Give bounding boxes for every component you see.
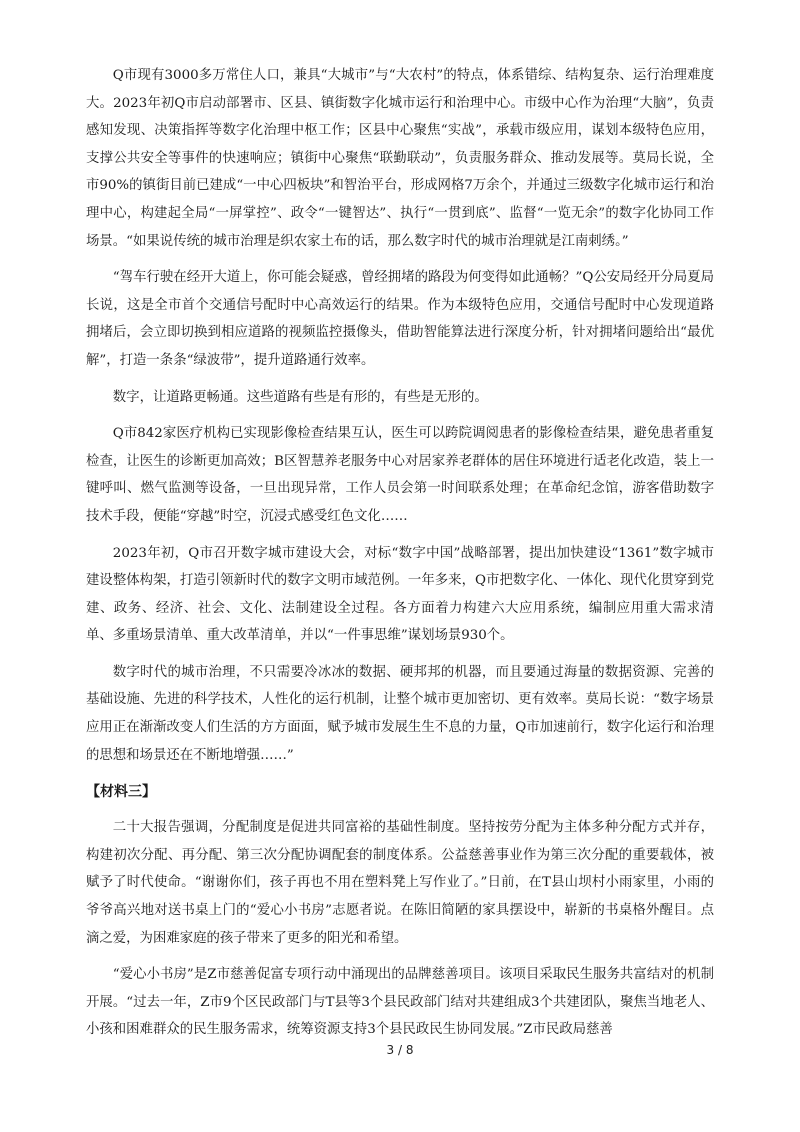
paragraph-love-study: “爱心小书房”是Z市慈善促富专项行动中涌现出的品牌慈善项目。该项目采取民生服务共富结对的机制开展。“过去一年，Z市9个区民政部门与T县等3个县民政部门结对共建组成3个共建团队，聚焦当地老人、小孩和困难群众的民生服务需求，统筹资源支持3个县民政民生协同发展。”Z市民政局慈善 (86, 967, 714, 1038)
page-number: 3 / 8 (386, 1043, 414, 1057)
paragraph-digital-era: 数字时代的城市治理，不只需要冷冰冰的数据、硬邦邦的机器，而且要通过海量的数据资源、完善的基础设施、先进的科学技术，人性化的运行机制，让整个城市更加密切、更有效率。莫局长说：“数字场景应用正在渐渐改变人们生活的方方面面，赋予城市发展生生不息的力量，Q市加速前行，数字化运行和治理的思想和场景还在不断地增强……” (86, 664, 714, 763)
paragraph-roads: 数字，让道路更畅通。这些道路有些是有形的，有些是无形的。 (112, 389, 488, 405)
paragraph-digital-conference: 2023年初，Q市召开数字城市建设大会，对标“数字中国”战略部署，提出加快建设“1361”数字城市建设整体构架，打造引领新时代的数字文明市域范例。一年多来，Q市把数字化、一体化、现代化贯穿到党建、政务、经济、社会、文化、法制建设全过程。各方面着力构建六大应用系统，编制应用重大需求清单、多重场景清单、重大改革清单，并以“一件事思维”谋划场景930个。 (86, 545, 714, 644)
paragraph-distribution: 二十大报告强调，分配制度是促进共同富裕的基础性制度。坚持按劳分配为主体多种分配方式并存，构建初次分配、再分配、第三次分配协调配套的制度体系。公益慈善事业作为第三次分配的重要载体，被赋予了时代使命。“谢谢你们，孩子再也不用在塑料凳上写作业了。”日前，在T县山坝村小雨家里，小雨的爷爷高兴地对送书桌上门的“爱心小书房”志愿者说。在陈旧简陋的家具摆设中，崭新的书桌格外醒目。点滴之爱，为困难家庭的孩子带来了更多的阳光和希望。 (86, 820, 714, 946)
section-heading-material-three: 【材料三】 (86, 784, 156, 801)
paragraph-medical: Q市842家医疗机构已实现影像检查结果互认，医生可以跨院调阅患者的影像检查结果，避免患者重复检查，让医生的诊断更加高效；B区智慧养老服务中心对居家养老群体的居住环境进行适老化改造，装上一键呼叫、燃气监测等设备，一旦出现异常，工作人员会第一时间联系处理；在革命纪念馆，游客借助数字技术手段，便能“穿越”时空，沉浸式感受红色文化…… (86, 426, 714, 524)
paragraph-traffic-signal: “驾车行驶在经开大道上，你可能会疑惑，曾经拥堵的路段为何变得如此通畅？”Q公安局经开分局夏局长说，这是全市首个交通信号配时中心高效运行的结果。作为本级特色应用，交通信号配时中心发现道路拥堵后，会立即切换到相应道路的视频监控摄像头，借助智能算法进行深度分析，针对拥堵问题给出“最优解”，打造一条条“绿波带”，提升道路通行效率。 (86, 270, 714, 368)
paragraph-city-governance: Q市现有3000多万常住人口，兼具“大城市”与“大农村”的特点，体系错综、结构复杂、运行治理难度大。2023年初Q市启动部署市、区县、镇街数字化城市运行和治理中心。市级中心作为治理“大脑”，负责感知发现、决策指挥等数字化治理中枢工作；区县中心聚焦“实战”，承载市级应用，谋划本级特色应用，支撑公共安全等事件的快速响应；镇街中心聚焦“联勤联动”，负责服务群众、推动发展等。莫局长说，全市90%的镇街目前已建成“一中心四板块”和智治平台，形成网格7万余个，并通过三级数字化城市运行和治理中心，构建起全局“一屏掌控”、政令“一键智达”、执行“一贯到底”、监督“一览无余”的数字化协同工作场景。“如果说传统的城市治理是织农家土布的话，那么数字时代的城市治理就是江南刺绣。” (86, 68, 714, 249)
